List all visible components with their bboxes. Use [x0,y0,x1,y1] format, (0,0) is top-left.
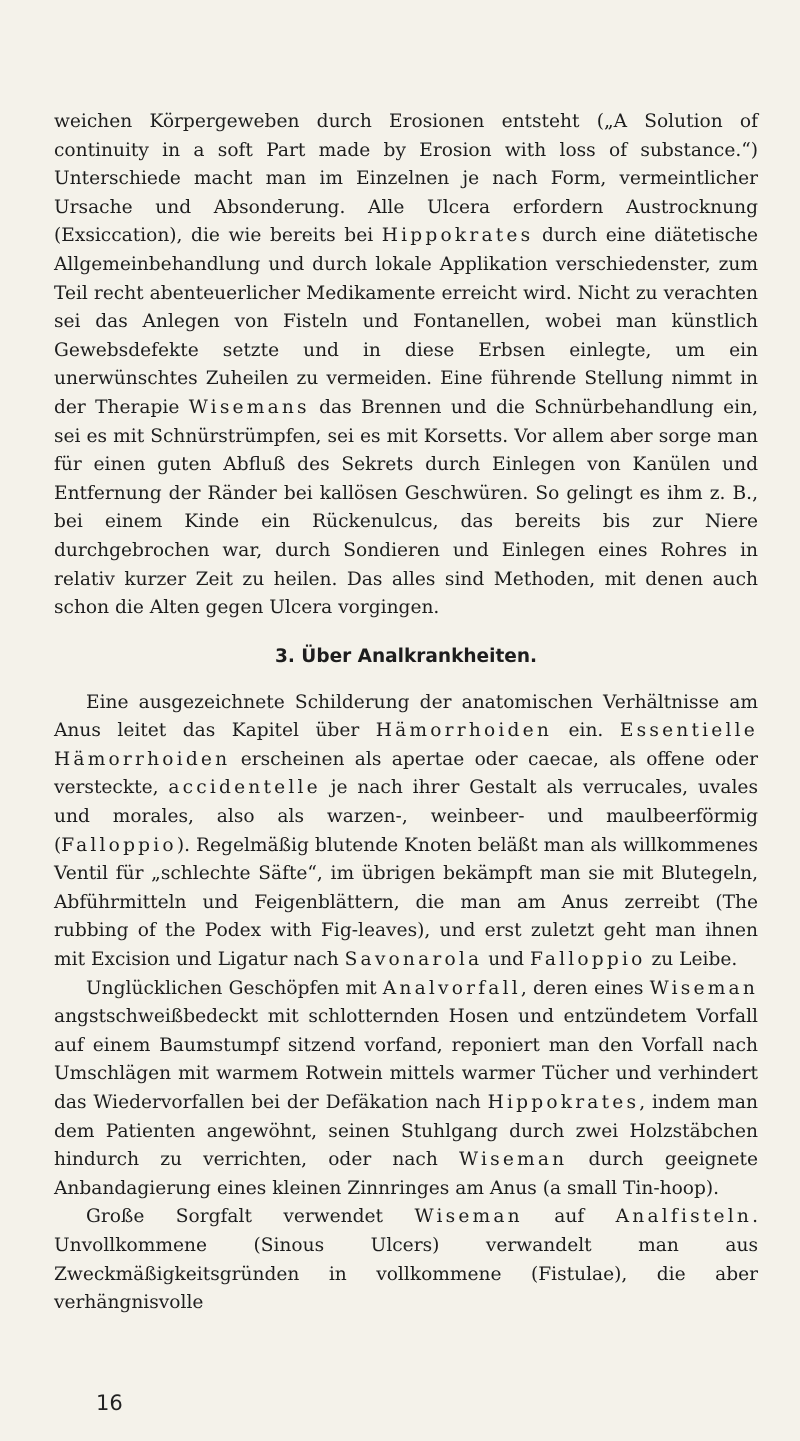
page-number: 16 [96,1391,123,1415]
text-run: und [482,949,530,971]
text-run: auf [522,1206,616,1228]
spaced-emphasis: Savonarola [344,949,483,971]
section-heading: 3. Über Analkrankheiten. [274,645,538,667]
spaced-emphasis: Hippokrates [487,1092,640,1113]
text-run: Große Sorgfalt verwendet [86,1206,415,1228]
text-run: durch geeignete Anbandagierung eines kleinen Zinnringes am Anus (a small Tin-hoop). [54,1149,758,1199]
spaced-emphasis: Falloppio [530,949,646,971]
spaced-emphasis: accidentelle [168,777,321,799]
text-run: , deren eines [520,977,650,999]
paragraph-analfisteln [54,1203,758,1317]
text-run: das Brennen und die Schnürbehandlung ein, sei es mit Schnürstrümpfen, sei es mit Korsetts. Vor allem aber sorge man für einen guten Abfluß des Sekrets durch Einlegen von Kanülen und Entfernung der Ränder bei kallösen Geschwüren. So gelingt es ihm z. B., bei einem Kinde ein Rückenulcus, das bereits bis zur Niere durchgebrochen war, durch Sondieren und Einlegen eines Rohres in relativ kurzer Zeit zu heilen. Das alles sind Methoden, mit denen auch schon die Alten gegen Ulcera vorgingen. [54,396,758,619]
spaced-emphasis: Analvorfall [382,977,521,999]
text-run: Eine ausgezeichnete Schilderung der anatomischen Verhältnisse am Anus leitet das Kapitel über [54,691,758,742]
text-run: zu Leibe. [645,949,738,971]
text-run: . Unvollkommene (Sinous Ulcers) verwandelt man aus Zweckmäßigkeitsgründen in vollkommene (Fistulae), die aber verhängnisvolle [54,1206,758,1314]
spaced-emphasis: Wisemans [188,396,310,418]
text-run: ein. [552,720,620,742]
text-run: weichen Körpergeweben durch Erosionen entsteht („A Solution of continuity in a soft Part made by Erosion with loss of substance.“) Unterschiede macht man im Einzelnen je nach Form, vermeintlicher Ursache und Absonderung. Alle Ulcera erfordern Austrocknung (Exsiccation), die wie bereits bei [54,111,758,247]
text-run: ). Regelmäßig blutende Knoten beläßt man als willkommenes Ventil für „schlechte Säfte“, im übrigen bekämpft man sie mit Blutegeln, Abführmitteln und Feigenblättern, die man am Anus zerreibt (The rubbing of the Podex with Fig-leaves), und erst zuletzt geht man ihnen mit Excision und Ligatur nach [54,834,758,971]
text-run: angstschweißbedeckt mit schlotternden Hosen und entzündetem Vorfall auf einem Baumstumpf sitzend vorfand, reponiert man den Vorfall nach Umschlägen mit warmem Rotwein mittels warmer Tücher und verhindert das Wiedervorfallen bei der Defäkation nach [54,1006,758,1113]
spaced-emphasis: Essentielle Hämorrhoiden [54,720,758,770]
paragraph-ulcera [54,108,758,623]
text-run: erscheinen als apertae oder caecae, als offene oder versteckte, [54,748,758,799]
spaced-emphasis: Analfisteln [615,1206,753,1228]
text-run: durch eine diätetische Allgemeinbehandlung und durch lokale Applikation verschiedenster, zum Teil recht abenteuerlicher Medikamente erreicht wird. Nicht zu verachten sei das Anlegen von Fisteln und Fontanellen, wobei man künstlich Gewebsdefekte setzte und in diese Erbsen einlegte, um ein unerwünschtes Zuheilen zu vermeiden. Eine führende Stellung nimmt in der Therapie [54,225,758,418]
paragraph-haemorrhoiden [54,689,758,975]
text-run: je nach ihrer Gestalt als verrucales, uvales und morales, also als warzen-, weinbeer- und maulbeerförmig ( [54,777,758,856]
document-page [54,108,758,1318]
spaced-emphasis: Wiseman [414,1206,523,1228]
spaced-emphasis: Hippokrates [381,225,534,247]
spaced-emphasis: Wiseman [458,1149,568,1171]
text-run: , indem man dem Patienten angewöhnt, seinen Stuhlgang durch zwei Holzstäbchen hindurch zu verrichten, oder nach [54,1092,758,1171]
spaced-emphasis: Falloppio [61,834,177,856]
spaced-emphasis: Hämorrhoiden [375,720,553,742]
text-run: Unglücklichen Geschöpfen mit [86,977,383,999]
paragraph-analvorfall [54,975,758,1204]
spaced-emphasis: Wiseman [649,977,758,999]
